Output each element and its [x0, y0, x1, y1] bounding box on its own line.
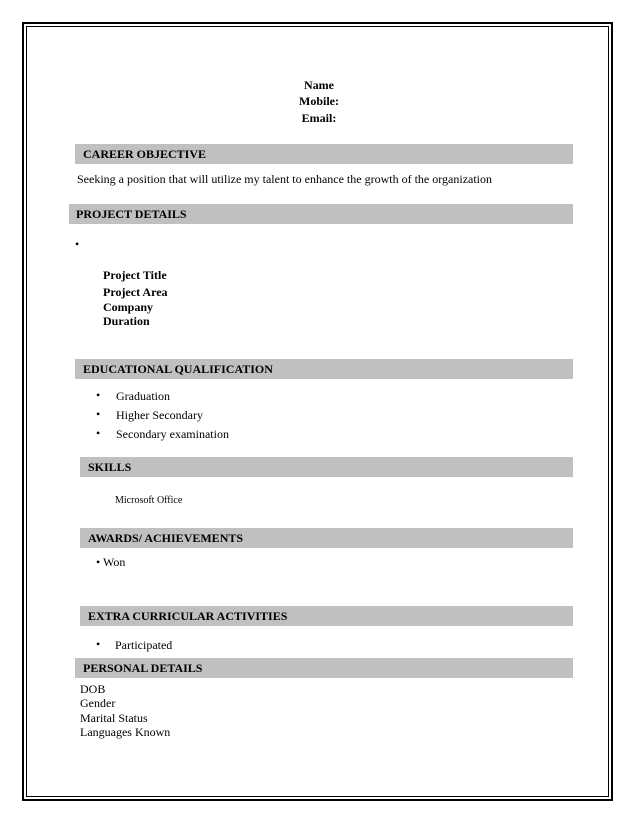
- project-duration-label: Duration: [103, 314, 150, 328]
- education-bullet: •: [96, 426, 101, 440]
- education-item: Graduation: [116, 389, 170, 403]
- header-mobile: Mobile:: [299, 94, 339, 108]
- awards-item: • Won: [96, 555, 126, 569]
- header-name: Name: [304, 78, 334, 92]
- personal-marital-status: Marital Status: [80, 711, 148, 725]
- education-item: Secondary examination: [116, 427, 229, 441]
- section-career-objective: CAREER OBJECTIVE: [75, 144, 573, 164]
- personal-gender: Gender: [80, 696, 116, 710]
- page-border-inner: [26, 26, 609, 797]
- education-bullet: •: [96, 407, 101, 421]
- section-extra-curricular: EXTRA CURRICULAR ACTIVITIES: [80, 606, 573, 626]
- section-education: EDUCATIONAL QUALIFICATION: [75, 359, 573, 379]
- skills-text: Microsoft Office: [115, 495, 183, 506]
- section-awards: AWARDS/ ACHIEVEMENTS: [80, 528, 573, 548]
- extra-bullet: •: [96, 637, 101, 651]
- project-area-label: Project Area: [103, 285, 168, 299]
- header-email: Email:: [301, 111, 337, 125]
- personal-dob: DOB: [80, 682, 106, 696]
- project-company-label: Company: [103, 300, 154, 314]
- personal-languages: Languages Known: [80, 725, 171, 739]
- section-personal-details: PERSONAL DETAILS: [75, 658, 573, 678]
- education-bullet: •: [96, 388, 101, 402]
- extra-item: Participated: [115, 638, 173, 652]
- project-title-label: Project Title: [103, 268, 167, 282]
- career-objective-text: Seeking a position that will utilize my talent to enhance the growth of the organization: [77, 172, 493, 186]
- education-item: Higher Secondary: [116, 408, 203, 422]
- section-project-details: PROJECT DETAILS: [69, 204, 573, 224]
- section-skills: SKILLS: [80, 457, 573, 477]
- project-bullet: •: [75, 237, 80, 251]
